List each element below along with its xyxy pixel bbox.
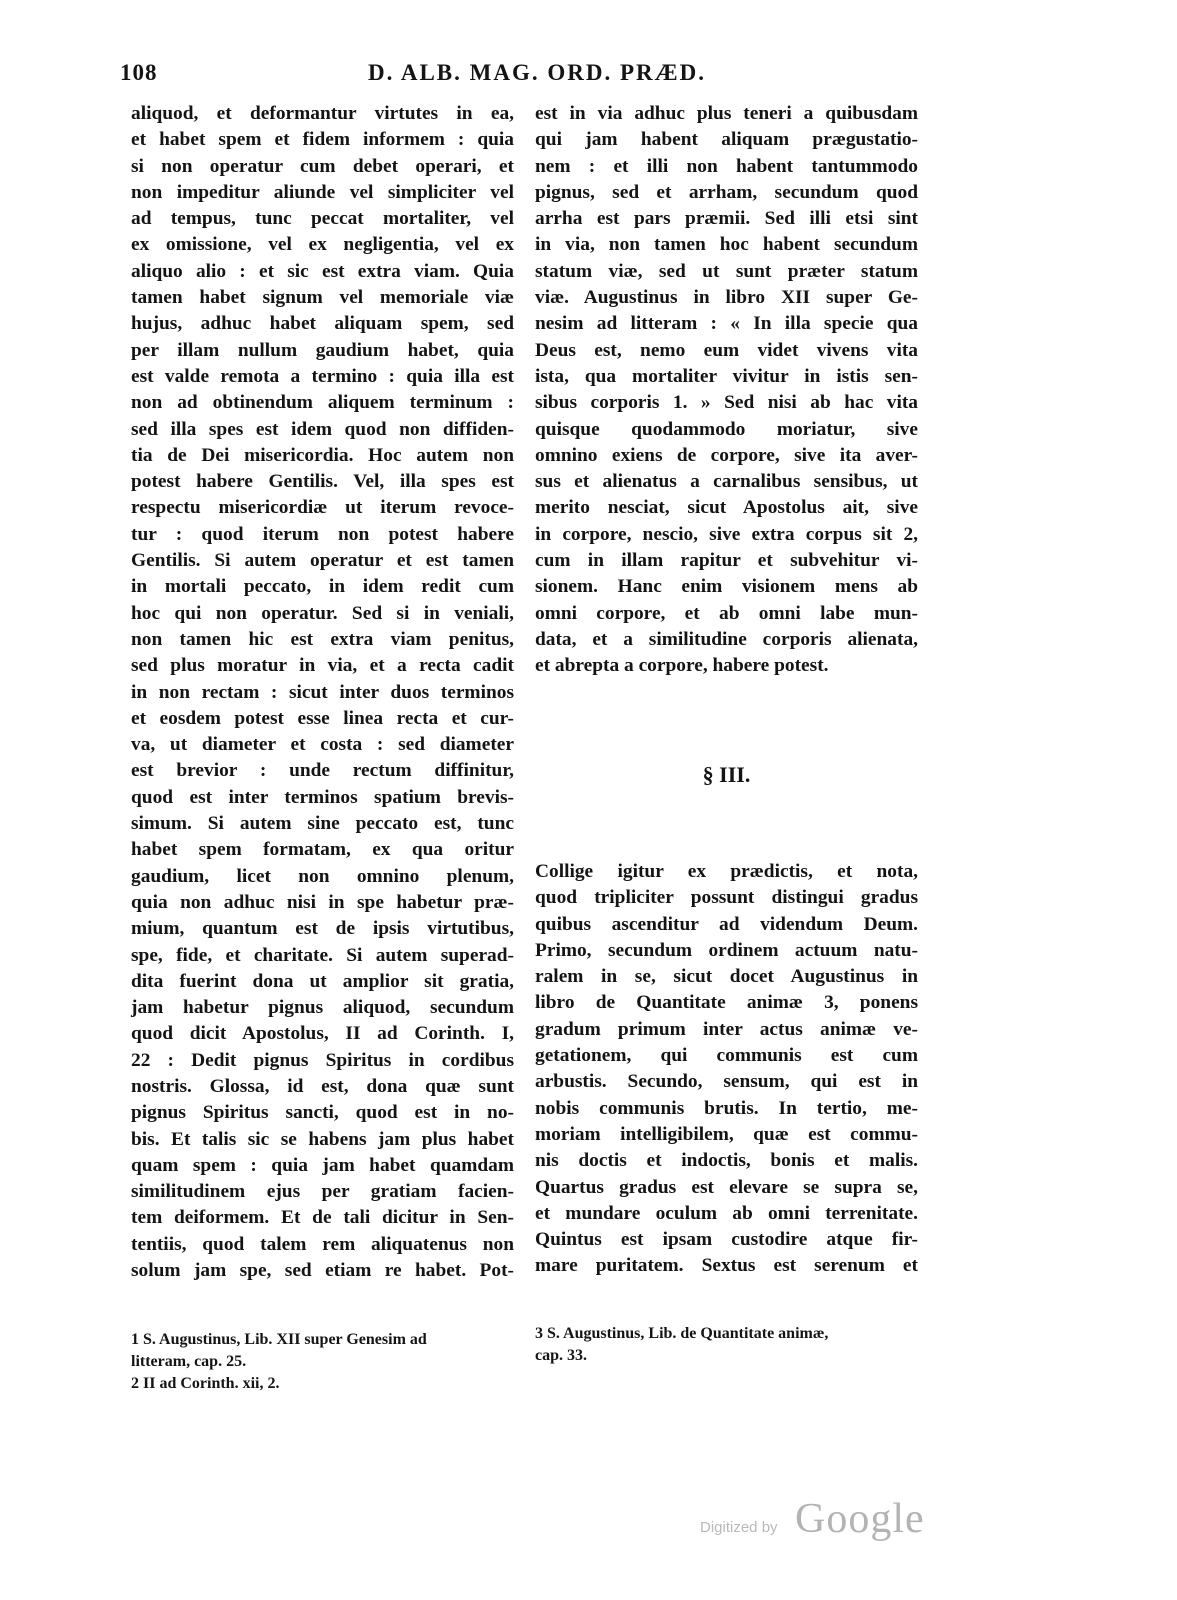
text-line: quibus ascenditur ad videndum Deum.: [535, 913, 918, 935]
footnotes-right: [535, 1323, 918, 1367]
text-line: statum viæ, sed ut sunt præter statum: [535, 260, 918, 282]
right-text-column-lower: [535, 859, 918, 1280]
text-line: potest habere Gentilis. Vel, illa spes est: [131, 471, 514, 493]
text-line: in corpore, nescio, sive extra corpus sit 2,: [535, 523, 918, 545]
text-line: bis. Et talis sic se habens jam plus habet: [131, 1128, 514, 1150]
text-line: spe, fide, et charitate. Si autem superad-: [131, 944, 514, 966]
text-line: quod est inter terminos spatium brevis-: [131, 786, 514, 808]
text-line: tur : quod iterum non potest habere: [131, 523, 514, 545]
text-line: ista, qua mortaliter vivitur in istis sen-: [535, 365, 918, 387]
text-line: Quartus gradus est elevare se supra se,: [535, 1176, 918, 1198]
text-line: non impeditur aliunde vel simpliciter vel: [131, 181, 514, 203]
text-line: ex omissione, vel ex negligentia, vel ex: [131, 234, 514, 256]
text-line: habet spem formatam, ex qua oritur: [131, 839, 514, 861]
text-line: respectu misericordiæ ut iterum revoce-: [131, 497, 514, 519]
text-line: Collige igitur ex prædictis, et nota,: [535, 861, 918, 882]
text-line: est valde remota a termino : quia illa est: [131, 365, 514, 387]
text-line: si non operatur cum debet operari, et: [131, 155, 514, 177]
text-line: nesim ad litteram : « In illa specie qua: [535, 313, 918, 335]
text-line: nostris. Glossa, id est, dona quæ sunt: [131, 1075, 514, 1097]
text-line: tia de Dei misericordia. Hoc autem non: [131, 444, 514, 466]
google-logo: Google: [795, 1496, 925, 1542]
text-line: in non rectam : sicut inter duos terminos: [131, 681, 514, 703]
text-line: simum. Si autem sine peccato est, tunc: [131, 813, 514, 835]
text-line: in via, non tamen hoc habent secundum: [535, 234, 918, 256]
text-line: moriam intelligibilem, quæ est commu-: [535, 1123, 918, 1145]
running-title: D. ALB. MAG. ORD. PRÆD.: [368, 60, 706, 85]
text-line: et habet spem et fidem informem : quia: [131, 129, 514, 151]
text-line: Primo, secundum ordinem actuum natu-: [535, 939, 918, 961]
text-line: quod tripliciter possunt distingui gradus: [535, 887, 918, 909]
text-line: est brevior : unde rectum diffinitur,: [131, 760, 514, 782]
text-line: jam habetur pignus aliquod, secundum: [131, 997, 514, 1019]
text-line: pignus Spiritus sancti, quod est in no-: [131, 1102, 514, 1124]
right-text-column-upper: [535, 101, 918, 680]
text-line: quam spem : quia jam habet quamdam: [131, 1154, 514, 1176]
text-line: per illam nullum gaudium habet, quia: [131, 339, 514, 361]
text-line: qui jam habent aliquam prægustatio-: [535, 129, 918, 151]
text-line: est in via adhuc plus teneri a quibusdam: [535, 103, 918, 124]
text-line: va, ut diameter et costa : sed diameter: [131, 734, 514, 756]
text-line: pignus, sed et arrham, secundum quod: [535, 181, 918, 203]
text-line: omnino exiens de corpore, sive ita aver-: [535, 444, 918, 466]
text-line: omni corpore, et ab omni labe mun-: [535, 602, 918, 624]
footnote-line: 2 II ad Corinth. xii, 2.: [131, 1375, 280, 1392]
text-line: getationem, qui communis est cum: [535, 1045, 918, 1067]
text-line: gradum primum inter actus animæ ve-: [535, 1018, 918, 1040]
text-line: arbustis. Secundo, sensum, qui est in: [535, 1071, 918, 1093]
text-line: nis doctis et indoctis, bonis et malis.: [535, 1150, 918, 1172]
text-line: gaudium, licet non omnino plenum,: [131, 865, 514, 887]
text-line: mium, quantum est de ipsis virtutibus,: [131, 918, 514, 940]
text-line: sus et alienatus a carnalibus sensibus, ut: [535, 471, 918, 493]
text-line: et eosdem potest esse linea recta et cur-: [131, 707, 514, 729]
page-number: 108: [120, 60, 158, 85]
text-line: hujus, adhuc habet aliquam spem, sed: [131, 313, 514, 335]
text-line: nobis communis brutis. In tertio, me-: [535, 1097, 918, 1119]
text-line: cum in illam rapitur et subvehitur vi-: [535, 550, 918, 572]
text-line: non tamen hic est extra viam penitus,: [131, 628, 514, 650]
watermark-caption: Digitized by: [700, 1519, 778, 1536]
text-line: tamen habet signum vel memoriale viæ: [131, 287, 514, 309]
text-line: nem : et illi non habent tantummodo: [535, 155, 918, 177]
text-line: similitudinem ejus per gratiam facien-: [131, 1181, 514, 1203]
text-line: solum jam spe, sed etiam re habet. Pot-: [131, 1260, 514, 1282]
text-line: et abrepta a corpore, habere potest.: [535, 655, 829, 677]
text-line: data, et a similitudine corporis alienata,: [535, 628, 918, 650]
digitized-watermark: [700, 1497, 940, 1547]
text-line: Gentilis. Si autem operatur et est tamen: [131, 550, 514, 572]
text-line: in mortali peccato, in idem redit cum: [131, 576, 514, 598]
text-line: libro de Quantitate animæ 3, ponens: [535, 992, 918, 1014]
text-line: quod dicit Apostolus, II ad Corinth. I,: [131, 1023, 514, 1045]
text-line: sed plus moratur in via, et a recta cadit: [131, 655, 514, 677]
text-line: hoc qui non operatur. Sed si in veniali,: [131, 602, 514, 624]
text-line: non ad obtinendum aliquem terminum :: [131, 392, 514, 414]
text-line: ralem in se, sicut docet Augustinus in: [535, 966, 918, 988]
text-line: Deus est, nemo eum videt vivens vita: [535, 339, 918, 361]
text-line: arrha est pars præmii. Sed illi etsi sint: [535, 208, 918, 230]
text-line: tentiis, quod talem rem aliquatenus non: [131, 1233, 514, 1255]
text-line: aliquo alio : et sic est extra viam. Quia: [131, 260, 514, 282]
text-line: Quintus est ipsam custodire atque fir-: [535, 1229, 918, 1251]
text-line: quia non adhuc nisi in spe habetur præ-: [131, 891, 514, 913]
footnote-line: litteram, cap. 25.: [131, 1353, 247, 1370]
text-line: 22 : Dedit pignus Spiritus in cordibus: [131, 1049, 514, 1071]
text-line: merito nesciat, sicut Apostolus ait, sive: [535, 497, 918, 519]
text-line: sed illa spes est idem quod non diffiden-: [131, 418, 514, 440]
footnote-line: 3 S. Augustinus, Lib. de Quantitate animæ,: [535, 1325, 829, 1342]
text-line: viæ. Augustinus in libro XII super Ge-: [535, 287, 918, 309]
section-heading: § III.: [702, 762, 751, 787]
text-line: dita fuerint dona ut amplior sit gratia,: [131, 970, 514, 992]
text-line: mare puritatem. Sextus est serenum et: [535, 1255, 918, 1277]
text-line: quisque quodammodo moriatur, sive: [535, 418, 918, 440]
left-text-column: [131, 101, 514, 1284]
text-line: aliquod, et deformantur virtutes in ea,: [131, 103, 514, 124]
footnotes-left: [131, 1329, 514, 1395]
text-line: et mundare oculum ab omni terrenitate.: [535, 1202, 918, 1224]
text-line: sionem. Hanc enim visionem mens ab: [535, 576, 918, 598]
page-header: [120, 54, 925, 94]
text-line: ad tempus, tunc peccat mortaliter, vel: [131, 208, 514, 230]
text-line: tem deiformem. Et de tali dicitur in Sen-: [131, 1207, 514, 1229]
text-line: sibus corporis 1. » Sed nisi ab hac vita: [535, 392, 918, 414]
footnote-line: cap. 33.: [535, 1347, 587, 1364]
footnote-line: 1 S. Augustinus, Lib. XII super Genesim ad: [131, 1331, 427, 1348]
